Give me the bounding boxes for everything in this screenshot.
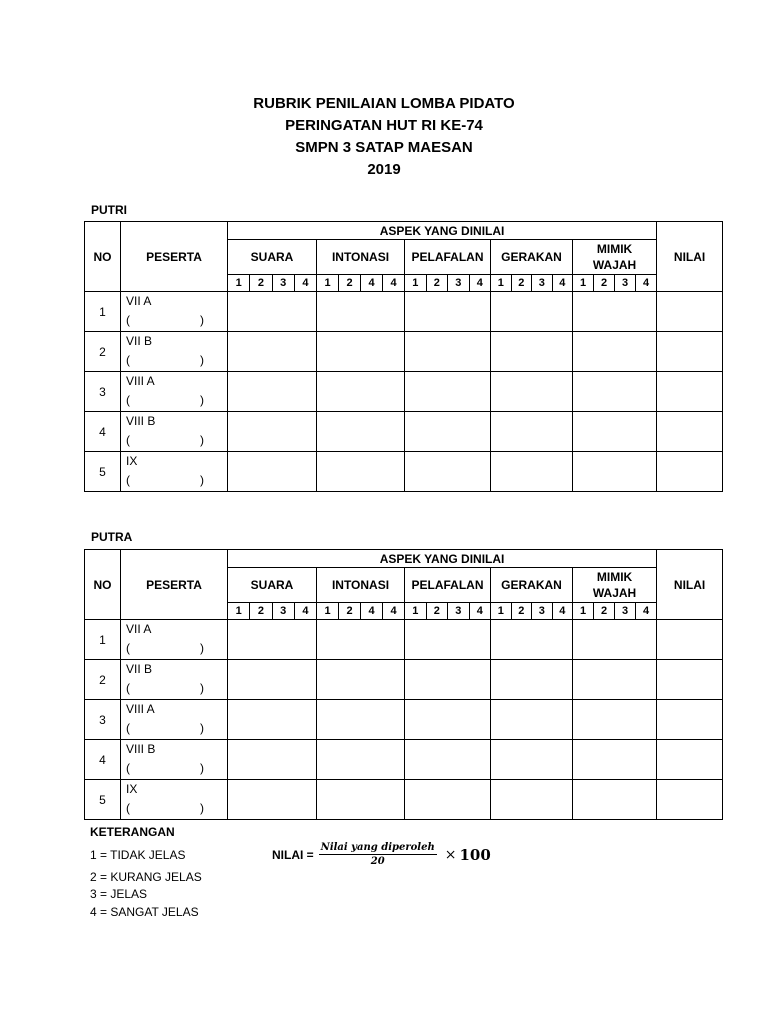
score-header: 3 [272, 603, 294, 620]
score-header: 4 [636, 275, 657, 292]
row-number: 1 [85, 292, 121, 332]
score-header: 2 [426, 275, 448, 292]
score-header: 1 [405, 275, 427, 292]
formula-numerator: Nilai yang diperoleh [320, 842, 435, 853]
row-number: 4 [85, 740, 121, 780]
header-peserta: PESERTA [121, 550, 228, 620]
keterangan-item-1: 1 = TIDAK JELAS [90, 848, 186, 862]
score-header: 3 [615, 275, 636, 292]
open-paren: ( [126, 433, 130, 447]
score-cell[interactable] [228, 372, 317, 412]
peserta-kelas: VIII B [126, 414, 156, 428]
score-header: 4 [383, 275, 405, 292]
score-cell[interactable] [317, 332, 405, 372]
header-no: NO [85, 222, 121, 292]
score-header: 1 [405, 603, 427, 620]
formula-label: NILAI = [272, 847, 314, 862]
score-header: 4 [636, 603, 657, 620]
score-header: 2 [594, 603, 615, 620]
score-cell[interactable] [405, 452, 491, 492]
peserta-cell [121, 292, 228, 332]
peserta-name-blank [126, 639, 204, 658]
keterangan-item-3: 3 = JELAS [90, 887, 148, 901]
score-cell[interactable] [228, 412, 317, 452]
peserta-name-blank [126, 351, 204, 370]
score-cell[interactable] [573, 660, 657, 700]
score-cell[interactable] [573, 700, 657, 740]
keterangan-item-4: 4 = SANGAT JELAS [90, 905, 199, 919]
peserta-name-blank [126, 799, 204, 818]
section-label-putra: PUTRA [91, 530, 133, 544]
table-row [85, 452, 723, 492]
peserta-name-blank [126, 311, 204, 330]
header-aspek: ASPEK YANG DINILAI [228, 222, 657, 240]
open-paren: ( [126, 641, 130, 655]
keterangan-label: KETERANGAN [90, 825, 175, 839]
peserta-cell [121, 740, 228, 780]
peserta-cell [121, 332, 228, 372]
peserta-cell [121, 620, 228, 660]
title-line-4: 2019 [367, 161, 401, 178]
nilai-cell[interactable] [657, 780, 723, 820]
score-header: 1 [317, 275, 339, 292]
peserta-kelas: VII B [126, 662, 153, 676]
score-cell[interactable] [317, 780, 405, 820]
title-line-3: SMPN 3 SATAP MAESAN [295, 139, 473, 156]
formula-denominator: 20 [370, 856, 385, 867]
close-paren: ) [200, 761, 204, 775]
table-row [85, 620, 723, 660]
score-header: 2 [511, 603, 532, 620]
score-cell[interactable] [491, 372, 573, 412]
score-header: 4 [469, 275, 491, 292]
header-aspect-1: SUARA [228, 568, 317, 603]
peserta-kelas: VIII A [126, 702, 155, 716]
nilai-cell[interactable] [657, 412, 723, 452]
score-cell[interactable] [317, 412, 405, 452]
score-header: 1 [573, 275, 594, 292]
score-header: 2 [511, 275, 532, 292]
score-cell[interactable] [317, 292, 405, 332]
nilai-cell[interactable] [657, 292, 723, 332]
score-cell[interactable] [491, 292, 573, 332]
open-paren: ( [126, 721, 130, 735]
section-label-putri: PUTRI [91, 203, 127, 217]
score-cell[interactable] [491, 660, 573, 700]
score-header: 2 [250, 275, 272, 292]
score-header: 2 [339, 275, 361, 292]
score-cell[interactable] [405, 292, 491, 332]
close-paren: ) [200, 721, 204, 735]
score-header: 3 [532, 603, 553, 620]
score-cell[interactable] [317, 620, 405, 660]
title-line-2: PERINGATAN HUT RI KE-74 [285, 117, 483, 134]
formula-fraction [319, 842, 437, 867]
peserta-kelas: VII B [126, 334, 153, 348]
close-paren: ) [200, 801, 204, 815]
close-paren: ) [200, 681, 204, 695]
close-paren: ) [200, 353, 204, 367]
open-paren: ( [126, 313, 130, 327]
row-number: 3 [85, 372, 121, 412]
score-cell[interactable] [573, 620, 657, 660]
score-cell[interactable] [491, 412, 573, 452]
peserta-cell [121, 452, 228, 492]
score-header: 4 [383, 603, 405, 620]
score-cell[interactable] [228, 660, 317, 700]
score-cell[interactable] [405, 780, 491, 820]
score-header: 1 [228, 603, 250, 620]
peserta-cell [121, 412, 228, 452]
score-cell[interactable] [405, 660, 491, 700]
header-aspect-2: INTONASI [317, 240, 405, 275]
score-cell[interactable] [573, 332, 657, 372]
row-number: 5 [85, 780, 121, 820]
score-header: 2 [594, 275, 615, 292]
peserta-name-blank [126, 431, 204, 450]
score-cell[interactable] [491, 620, 573, 660]
nilai-cell[interactable] [657, 332, 723, 372]
score-header: 2 [339, 603, 361, 620]
score-header: 1 [228, 275, 250, 292]
score-cell[interactable] [228, 700, 317, 740]
table-row [85, 660, 723, 700]
score-cell[interactable] [228, 332, 317, 372]
row-number: 2 [85, 660, 121, 700]
score-cell[interactable] [491, 700, 573, 740]
score-cell[interactable] [405, 620, 491, 660]
table-row [85, 292, 723, 332]
score-header: 4 [294, 603, 316, 620]
header-aspek: ASPEK YANG DINILAI [228, 550, 657, 568]
header-aspect-4: GERAKAN [491, 568, 573, 603]
table-row [85, 780, 723, 820]
close-paren: ) [200, 473, 204, 487]
open-paren: ( [126, 473, 130, 487]
nilai-cell[interactable] [657, 700, 723, 740]
table-row [85, 372, 723, 412]
peserta-name-blank [126, 719, 204, 738]
formula-multiplier: 100 [459, 845, 491, 864]
peserta-cell [121, 372, 228, 412]
score-cell[interactable] [573, 412, 657, 452]
header-aspect-5 [573, 240, 657, 275]
score-header: 4 [552, 603, 573, 620]
peserta-kelas: VII A [126, 622, 152, 636]
nilai-cell[interactable] [657, 452, 723, 492]
table-row [85, 700, 723, 740]
rubric-table-putra [84, 549, 723, 820]
score-cell[interactable] [573, 292, 657, 332]
keterangan-item-2: 2 = KURANG JELAS [90, 870, 202, 884]
header-aspect-3: PELAFALAN [405, 568, 491, 603]
close-paren: ) [200, 313, 204, 327]
score-cell[interactable] [317, 452, 405, 492]
row-number: 1 [85, 620, 121, 660]
score-cell[interactable] [491, 780, 573, 820]
peserta-kelas: VIII A [126, 374, 155, 388]
score-header: 4 [361, 275, 383, 292]
nilai-cell[interactable] [657, 660, 723, 700]
header-aspect-3: PELAFALAN [405, 240, 491, 275]
score-header: 1 [491, 603, 512, 620]
score-header: 2 [426, 603, 448, 620]
score-cell[interactable] [228, 740, 317, 780]
score-header: 3 [448, 275, 470, 292]
peserta-kelas: VII A [126, 294, 152, 308]
score-cell[interactable] [491, 332, 573, 372]
header-aspect-line2: WAJAH [592, 258, 637, 272]
score-header: 1 [491, 275, 512, 292]
nilai-cell[interactable] [657, 740, 723, 780]
header-aspect-line2: WAJAH [592, 586, 637, 600]
score-header: 3 [532, 275, 553, 292]
open-paren: ( [126, 761, 130, 775]
score-cell[interactable] [573, 740, 657, 780]
header-aspect-1: SUARA [228, 240, 317, 275]
document-title [0, 93, 768, 181]
score-header: 4 [294, 275, 316, 292]
score-cell[interactable] [317, 660, 405, 700]
score-cell[interactable] [405, 332, 491, 372]
header-nilai: NILAI [657, 550, 723, 620]
nilai-cell[interactable] [657, 372, 723, 412]
peserta-cell [121, 660, 228, 700]
open-paren: ( [126, 801, 130, 815]
score-cell[interactable] [405, 700, 491, 740]
score-header: 1 [573, 603, 594, 620]
row-number: 4 [85, 412, 121, 452]
score-header: 3 [272, 275, 294, 292]
row-number: 3 [85, 700, 121, 740]
nilai-cell[interactable] [657, 620, 723, 660]
score-cell[interactable] [228, 292, 317, 332]
open-paren: ( [126, 393, 130, 407]
score-cell[interactable] [228, 780, 317, 820]
score-header: 2 [250, 603, 272, 620]
score-cell[interactable] [573, 452, 657, 492]
table-row [85, 740, 723, 780]
open-paren: ( [126, 681, 130, 695]
score-header: 1 [317, 603, 339, 620]
close-paren: ) [200, 641, 204, 655]
header-aspect-2: INTONASI [317, 568, 405, 603]
peserta-name-blank [126, 759, 204, 778]
row-number: 5 [85, 452, 121, 492]
score-header: 3 [448, 603, 470, 620]
score-cell[interactable] [405, 740, 491, 780]
score-cell[interactable] [491, 452, 573, 492]
header-peserta: PESERTA [121, 222, 228, 292]
table-row [85, 412, 723, 452]
peserta-cell [121, 700, 228, 740]
score-header: 4 [552, 275, 573, 292]
header-aspect-4: GERAKAN [491, 240, 573, 275]
peserta-name-blank [126, 391, 204, 410]
score-cell[interactable] [317, 740, 405, 780]
header-aspect-5 [573, 568, 657, 603]
score-cell[interactable] [228, 452, 317, 492]
header-no: NO [85, 550, 121, 620]
peserta-name-blank [126, 679, 204, 698]
score-cell[interactable] [491, 740, 573, 780]
score-cell[interactable] [228, 620, 317, 660]
score-cell[interactable] [405, 412, 491, 452]
score-header: 3 [615, 603, 636, 620]
open-paren: ( [126, 353, 130, 367]
peserta-name-blank [126, 471, 204, 490]
score-header: 4 [361, 603, 383, 620]
score-cell[interactable] [573, 780, 657, 820]
nilai-formula [272, 842, 491, 867]
header-nilai: NILAI [657, 222, 723, 292]
rubric-table-putri [84, 221, 723, 492]
score-cell[interactable] [317, 700, 405, 740]
score-cell[interactable] [317, 372, 405, 412]
row-number: 2 [85, 332, 121, 372]
table-row [85, 332, 723, 372]
score-header: 4 [469, 603, 491, 620]
score-cell[interactable] [573, 372, 657, 412]
formula-times: × [444, 846, 457, 863]
peserta-kelas: IX [126, 454, 138, 468]
close-paren: ) [200, 433, 204, 447]
header-aspect-line1: MIMIK [596, 242, 633, 256]
title-line-1: RUBRIK PENILAIAN LOMBA PIDATO [253, 95, 515, 112]
peserta-cell [121, 780, 228, 820]
score-cell[interactable] [405, 372, 491, 412]
close-paren: ) [200, 393, 204, 407]
header-aspect-line1: MIMIK [596, 570, 633, 584]
peserta-kelas: IX [126, 782, 138, 796]
peserta-kelas: VIII B [126, 742, 156, 756]
